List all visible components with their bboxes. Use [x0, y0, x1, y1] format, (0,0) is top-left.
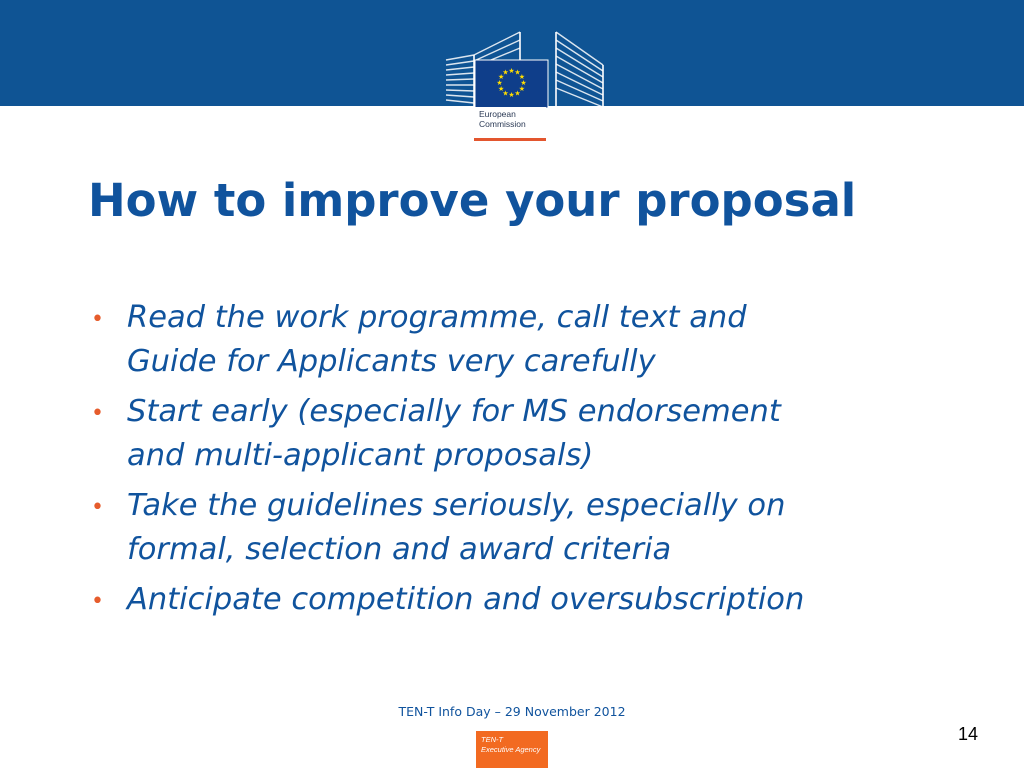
svg-text:★: ★ — [497, 85, 505, 93]
bullet-text-line1: Read the work programme, call text and — [127, 300, 747, 335]
logo-line1: European — [479, 109, 516, 119]
svg-text:★: ★ — [518, 85, 526, 93]
svg-text:★: ★ — [508, 67, 515, 75]
svg-text:★: ★ — [520, 79, 527, 87]
bullet-dot-icon: • — [91, 307, 104, 332]
bullet-text-line1: Anticipate competition and oversubscription — [127, 582, 805, 617]
svg-text:★: ★ — [518, 73, 526, 81]
logo-text — [479, 109, 526, 129]
bullet-text-line2: and multi-applicant proposals) — [127, 438, 594, 473]
svg-text:★: ★ — [514, 89, 521, 98]
agency-line2: Executive Agency — [481, 745, 541, 754]
bullet-text-line2: Guide for Applicants very carefully — [127, 344, 656, 379]
bullet-dot-icon: • — [91, 495, 104, 520]
agency-text — [481, 735, 540, 755]
bullet-item — [91, 484, 991, 572]
bullet-list — [91, 296, 991, 628]
logo-line2: Commission — [479, 119, 526, 129]
bullet-item — [91, 390, 991, 478]
bullet-dot-icon: • — [91, 401, 104, 426]
svg-text:★: ★ — [502, 89, 509, 98]
bullet-text-line1: Take the guidelines seriously, especially on — [127, 488, 786, 523]
agency-line1: TEN-T — [481, 735, 504, 744]
bullet-text-line1: Start early (especially for MS endorsement — [127, 394, 781, 429]
svg-text:★: ★ — [497, 73, 505, 81]
svg-text:★: ★ — [502, 68, 509, 77]
bullet-text-line2: formal, selection and award criteria — [127, 532, 672, 567]
ten-t-agency-logo — [476, 731, 548, 768]
bullet-dot-icon: • — [91, 589, 104, 614]
svg-text:★: ★ — [496, 79, 503, 87]
footer-event-text: TEN-T Info Day – 29 November 2012 — [398, 704, 626, 719]
svg-text:★: ★ — [514, 68, 521, 77]
svg-text:★: ★ — [508, 91, 515, 99]
logo-underline — [474, 138, 546, 141]
bullet-item — [91, 578, 991, 622]
page-number: 14 — [957, 724, 978, 744]
slide-title: How to improve your proposal — [88, 174, 857, 227]
bullet-item — [91, 296, 991, 384]
